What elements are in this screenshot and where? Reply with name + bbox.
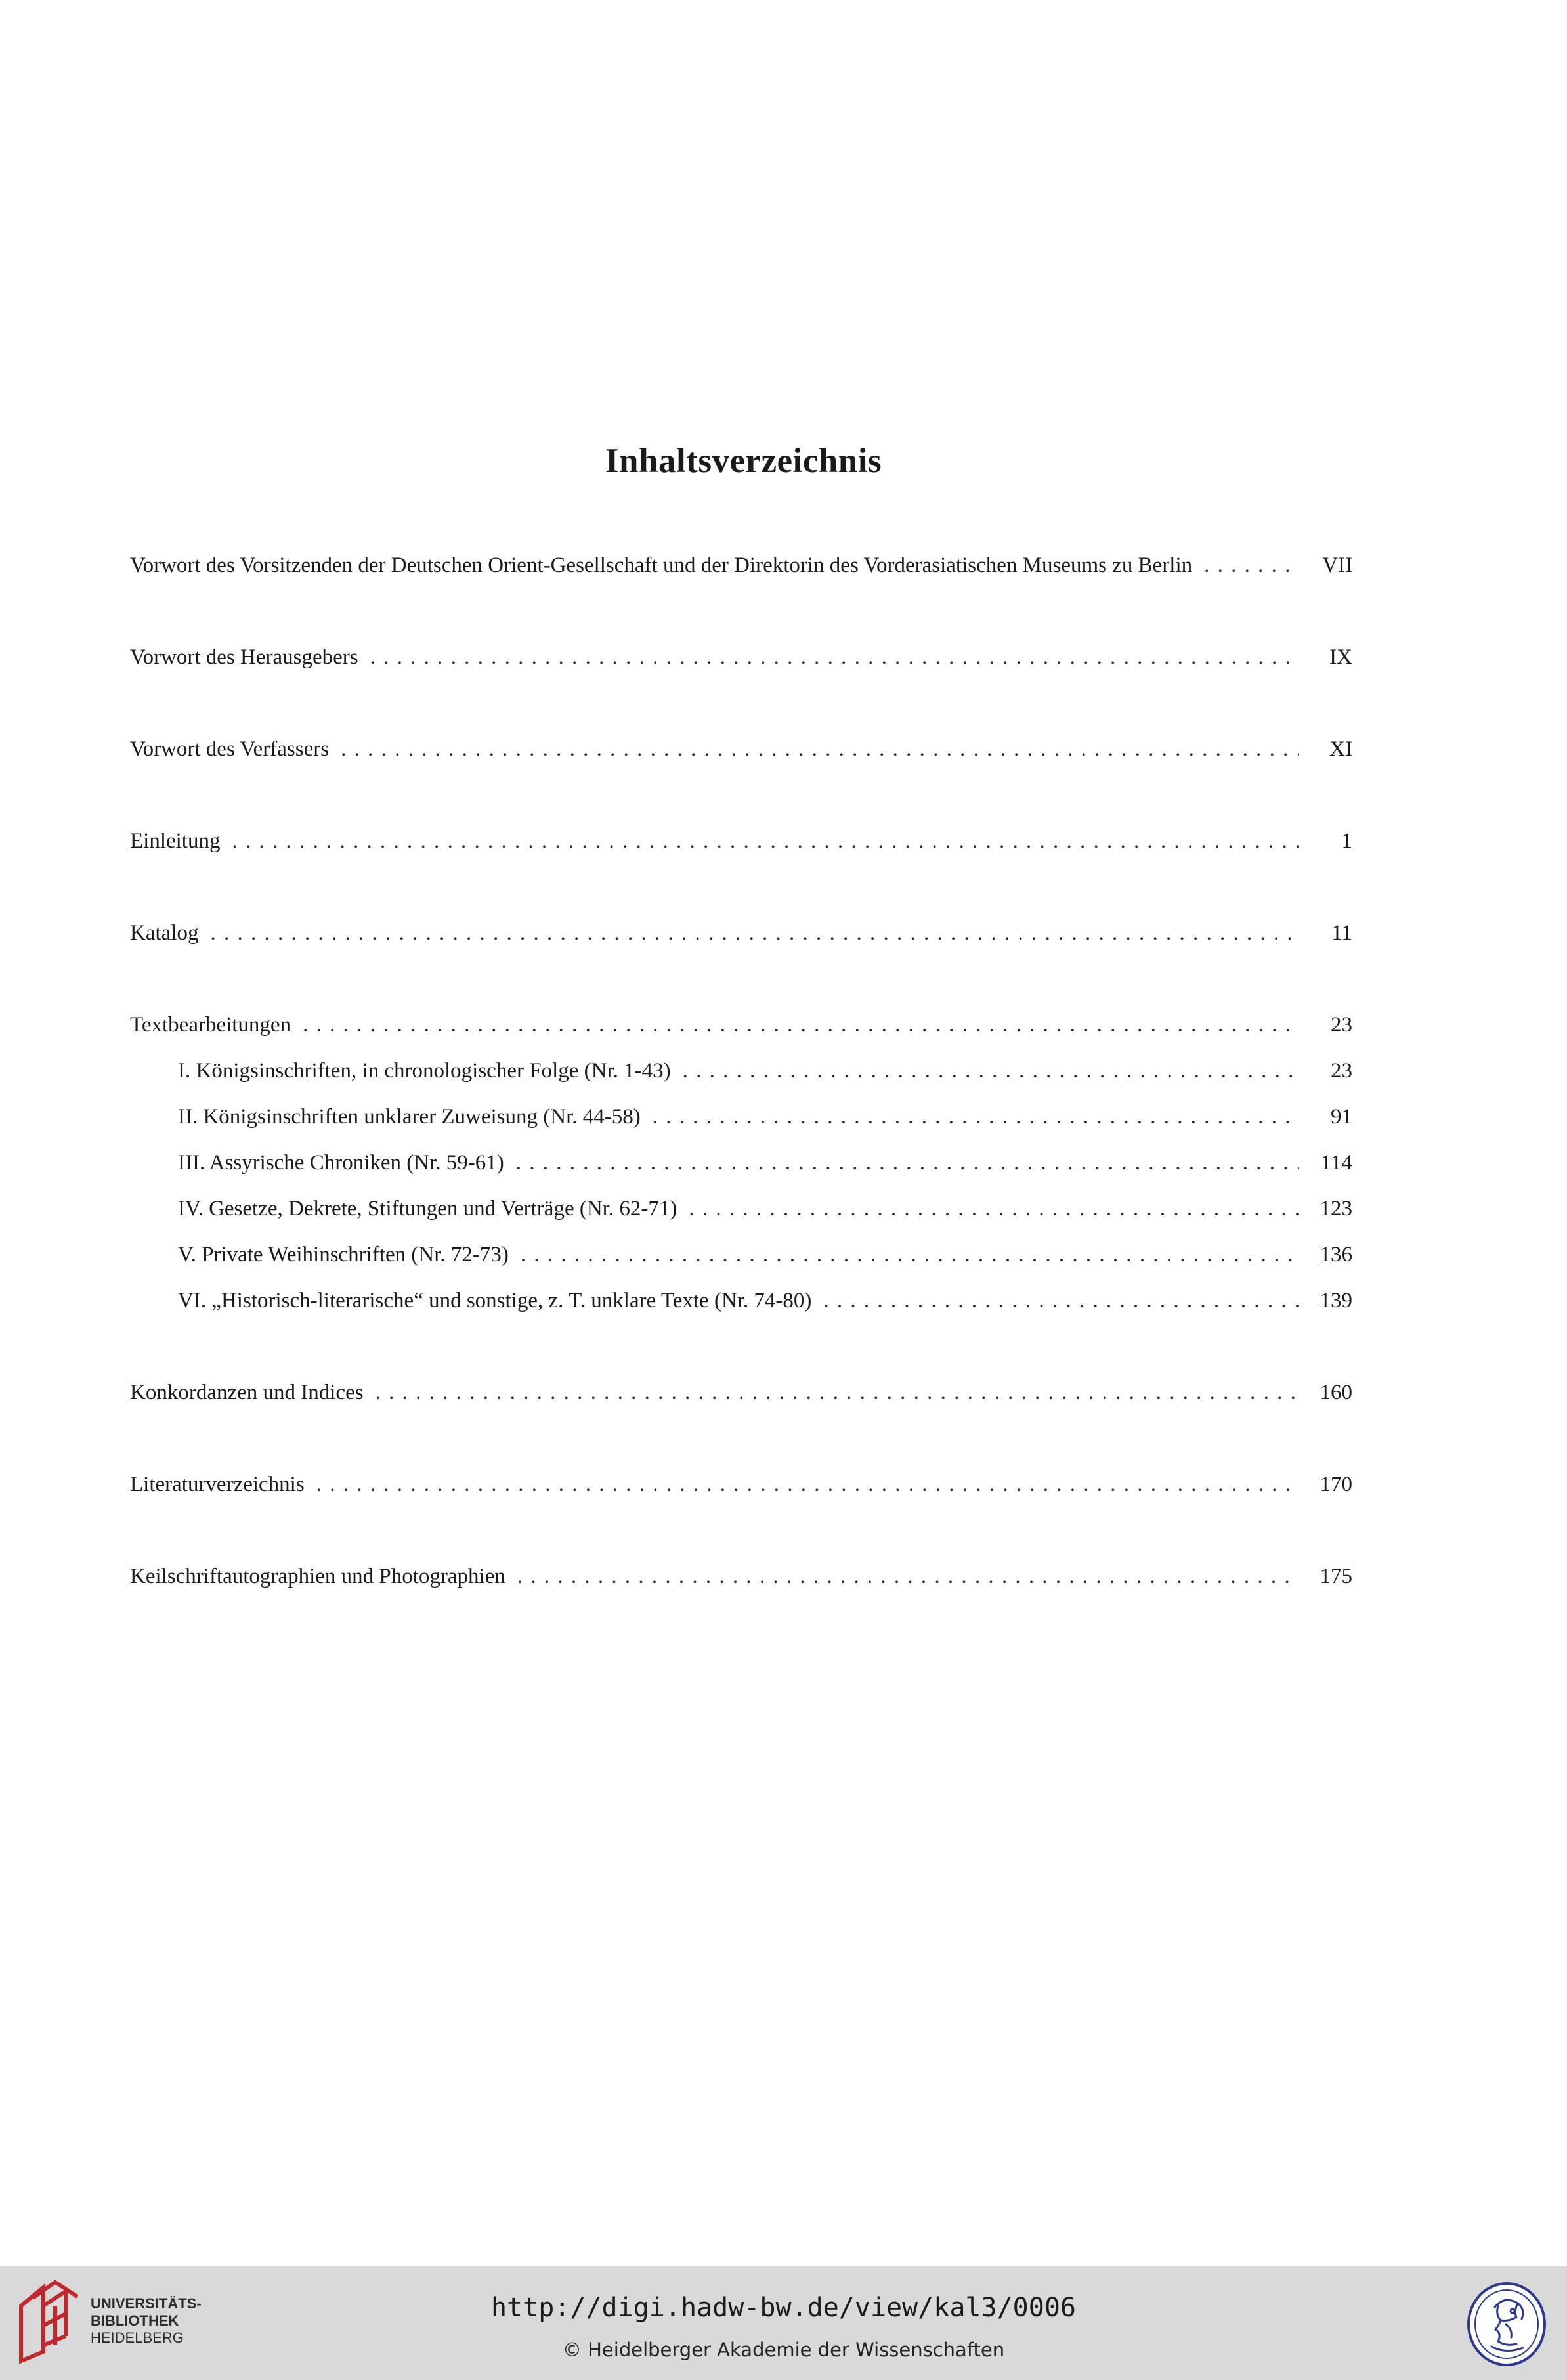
library-name-line2: BIBLIOTHEK bbox=[91, 2312, 179, 2329]
toc-subentry bbox=[178, 1105, 1352, 1138]
toc-entry-label: VI. „Historisch-literarische“ und sonstige, z. T. unklare Texte (Nr. 74-80) bbox=[178, 1289, 812, 1312]
library-name-line3: HEIDELBERG bbox=[91, 2329, 184, 2346]
toc-leader-dots bbox=[1204, 553, 1299, 578]
toc-entry-label: Vorwort des Vorsitzenden der Deutschen Orient-Gesellschaft und der Direktorin des Vorderasiatischen Museums zu Berlin bbox=[130, 553, 1193, 577]
toc-entry bbox=[130, 1381, 1352, 1414]
toc-leader-dots bbox=[683, 1059, 1299, 1083]
footer-bar bbox=[0, 2266, 1567, 2380]
toc-entry-page: 23 bbox=[1331, 1059, 1352, 1083]
toc-subentry bbox=[178, 1151, 1352, 1184]
toc-entry-label: Konkordanzen und Indices bbox=[130, 1381, 364, 1404]
toc-leader-dots bbox=[689, 1197, 1299, 1221]
copyright-notice: © Heidelberger Akademie der Wissenschaften bbox=[562, 2339, 1005, 2361]
toc-leader-dots bbox=[376, 1381, 1299, 1405]
toc-leader-dots bbox=[653, 1105, 1299, 1129]
toc-entry-page: 160 bbox=[1320, 1381, 1352, 1404]
permalink-url[interactable]: http://digi.hadw-bw.de/view/kal3/0006 bbox=[490, 2293, 1077, 2323]
toc-entry bbox=[130, 737, 1352, 770]
toc-entry bbox=[130, 1565, 1352, 1597]
toc-entry-page: 23 bbox=[1331, 1013, 1352, 1037]
toc-leader-dots bbox=[521, 1243, 1299, 1267]
toc-entry bbox=[130, 645, 1352, 678]
toc-entry-label: Vorwort des Herausgebers bbox=[130, 645, 358, 669]
toc-entry-page: 1 bbox=[1341, 829, 1352, 853]
toc-leader-dots bbox=[210, 921, 1299, 945]
toc-leader-dots bbox=[232, 829, 1299, 854]
toc-entry-label: III. Assyrische Chroniken (Nr. 59-61) bbox=[178, 1151, 504, 1175]
toc-entry-label: Einleitung bbox=[130, 829, 221, 853]
toc-entry-label: Textbearbeitungen bbox=[130, 1013, 291, 1037]
toc-entry-page: 123 bbox=[1320, 1197, 1352, 1221]
toc-subentry bbox=[178, 1289, 1352, 1322]
toc-entry-label: I. Königsinschriften, in chronologischer Folge (Nr. 1-43) bbox=[178, 1059, 671, 1083]
toc-entry-page: 136 bbox=[1320, 1243, 1352, 1266]
toc-entry-page: 175 bbox=[1320, 1565, 1352, 1588]
toc-subentry bbox=[178, 1059, 1352, 1092]
toc-entry-label: II. Königsinschriften unklarer Zuweisung (Nr. 44-58) bbox=[178, 1105, 641, 1129]
toc-leader-dots bbox=[517, 1565, 1299, 1589]
toc-entry-label: IV. Gesetze, Dekrete, Stiftungen und Verträge (Nr. 62-71) bbox=[178, 1197, 677, 1221]
toc-leader-dots bbox=[516, 1151, 1299, 1175]
toc-entry-label: Vorwort des Verfassers bbox=[130, 737, 330, 761]
toc-subentry bbox=[178, 1243, 1352, 1276]
toc-entry-page: 139 bbox=[1320, 1289, 1352, 1312]
toc-entry-page: XI bbox=[1329, 737, 1352, 761]
toc-entry-page: 91 bbox=[1331, 1105, 1352, 1129]
toc-leader-dots bbox=[341, 737, 1299, 762]
toc-entry-label: Katalog bbox=[130, 921, 199, 945]
toc-entry bbox=[130, 921, 1352, 954]
toc-entry bbox=[130, 829, 1352, 862]
toc-leader-dots bbox=[370, 645, 1299, 670]
toc-leader-dots bbox=[316, 1473, 1299, 1497]
toc-entry-page: 114 bbox=[1320, 1151, 1352, 1175]
toc-entry-page: VII bbox=[1322, 553, 1352, 577]
toc-entry-page: 11 bbox=[1331, 921, 1352, 945]
toc-entry bbox=[130, 553, 1352, 586]
toc-leader-dots bbox=[303, 1013, 1299, 1037]
toc-entry-page: IX bbox=[1329, 645, 1352, 669]
toc-entry-label: V. Private Weihinschriften (Nr. 72-73) bbox=[178, 1243, 509, 1266]
toc-subentry bbox=[178, 1197, 1352, 1230]
toc-leader-dots bbox=[823, 1289, 1299, 1313]
toc-entry-label: Keilschriftautographien und Photographien bbox=[130, 1565, 505, 1588]
hadw-seal-icon[interactable] bbox=[1465, 2281, 1548, 2368]
library-name-line1: UNIVERSITÄTS- bbox=[91, 2295, 202, 2312]
toc-entry-page: 170 bbox=[1320, 1473, 1352, 1496]
toc-entry-label: Literaturverzeichnis bbox=[130, 1473, 305, 1496]
page-title: Inhaltsverzeichnis bbox=[605, 442, 882, 480]
toc-entry bbox=[130, 1013, 1352, 1046]
toc-entry bbox=[130, 1473, 1352, 1505]
